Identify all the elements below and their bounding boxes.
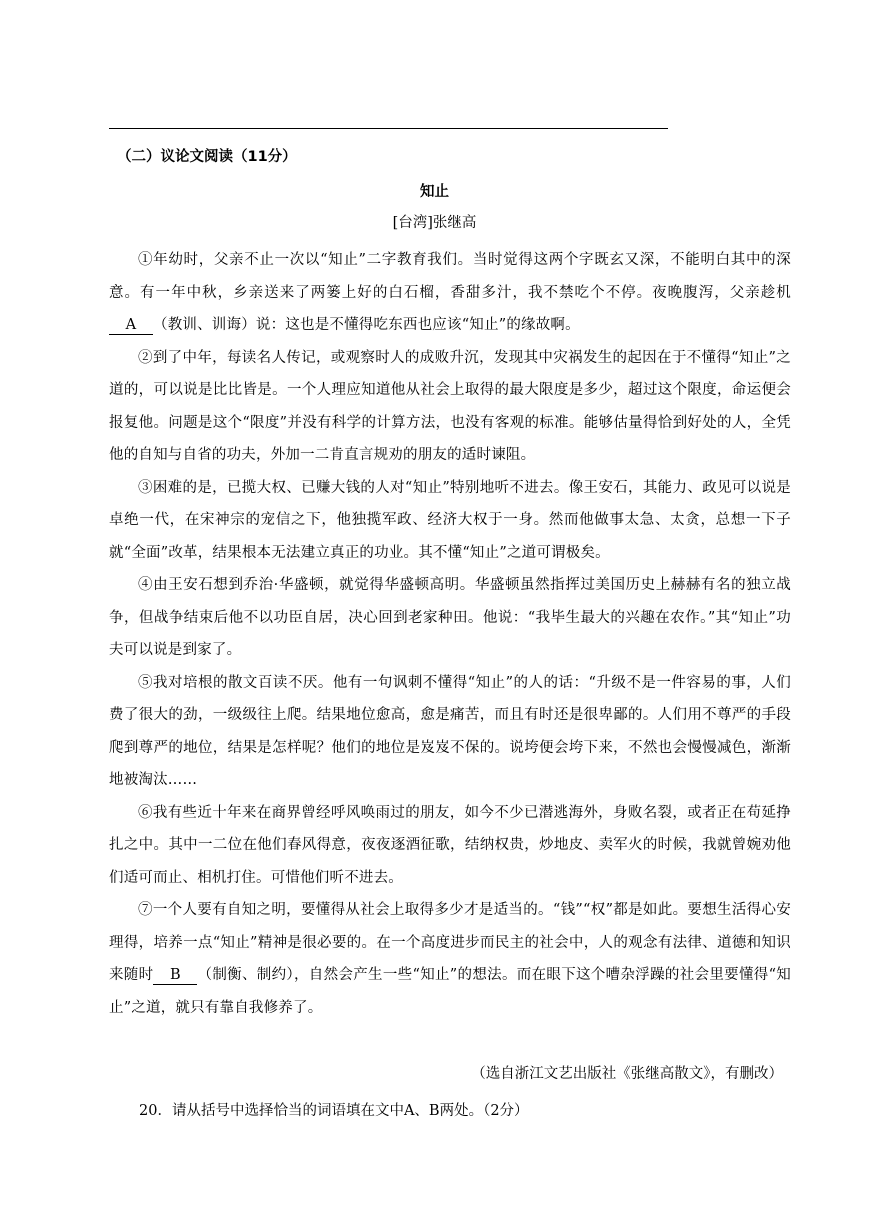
- paragraph-7-text-before: ⑦一个人要有自知之明，要懂得从社会上取得多少才是适当的。“钱”“权”都是如此。要想生活得心安理得，培养一点“知止”精神是很必要的。在一个高度进步而民主的社会中，人的观念有法律、道德和知识来随时: [109, 902, 791, 983]
- paragraph-1-text-before: ①年幼时，父亲不止一次以“知止”二字教育我们。当时觉得这两个字既玄又深，不能明白其中的深意。有一年中秋，乡亲送来了两篓上好的白石榴，香甜多汁，我不禁吃个不停。夜晚腹泻，父亲趁机: [109, 252, 791, 301]
- paragraph-3: ③困难的是，已揽大权、已赚大钱的人对“知止”特别地听不进去。像王安石，其能力、政见可以说是卓绝一代，在宋神宗的宠信之下，他独揽军政、经济大权于一身。然而他做事太急、太贪，总想一下子就“全面”改革，结果根本无法建立真正的功业。其不懂“知止”之道可谓极矣。: [109, 479, 791, 561]
- blank-b: B: [153, 966, 197, 985]
- paragraph-6: ⑥我有些近十年来在商界曾经呼风唤雨过的朋友，如今不少已潜逃海外，身败名裂，或者正在苟延挣扎之中。其中一二位在他们春风得意，夜夜逐酒征歌，结纳权贵，炒地皮、卖军火的时候，我就曾婉劝他们适可而止、相机打住。可惜他们听不进去。: [109, 804, 791, 886]
- article-author: [台湾]张继高: [392, 215, 477, 231]
- paragraph-1: [109, 244, 791, 342]
- question-20: 20．请从括号中选择恰当的词语填在文中A、B两处。（2分）: [139, 1103, 529, 1119]
- paragraph-7-text-after: （制衡、制约），自然会产生一些“知止”的想法。而在眼下这个嘈杂浮躁的社会里要懂得“知止”之道，就只有靠自我修养了。: [109, 967, 791, 1016]
- blank-a: A: [109, 316, 153, 335]
- article-body: [109, 244, 791, 1024]
- article-title: 知止: [420, 184, 449, 200]
- paragraph-2: ②到了中年，每读名人传记，或观察时人的成败升沉，发现其中灾祸发生的起因在于不懂得“知止”之道的，可以说是比比皆是。一个人理应知道他从社会上取得的最大限度是多少，超过这个限度，命运便会报复他。问题是这个“限度”并没有科学的计算方法，也没有客观的标准。能够估量得恰到好处的人，全凭他的自知与自省的功夫，外加一二肯直言规劝的朋友的适时谏阻。: [109, 349, 791, 463]
- paragraph-1-text-after: （教训、训诲）说：这也是不懂得吃东西也应该“知止”的缘故啊。: [153, 317, 580, 333]
- section-heading: （二）议论文阅读（11分）: [117, 149, 297, 165]
- paragraph-5: ⑤我对培根的散文百读不厌。他有一句讽刺不懂得“知止”的人的话：“升级不是一件容易的事，人们费了很大的劲，一级级往上爬。结果地位愈高，愈是痛苦，而且有时还是很卑鄙的。人们用不尊严的手段爬到尊严的地位，结果是怎样呢？他们的地位是岌岌不保的。说垮便会垮下来，不然也会慢慢减色，渐渐地被淘汰……: [109, 674, 791, 788]
- source-note: （选自浙江文艺出版社《张继高散文》，有删改）: [471, 1066, 783, 1082]
- top-divider-line: [109, 128, 668, 129]
- paragraph-7: [109, 894, 791, 1024]
- paragraph-4: ④由王安石想到乔治·华盛顿，就觉得华盛顿高明。华盛顿虽然指挥过美国历史上赫赫有名的独立战争，但战争结束后他不以功臣自居，决心回到老家种田。他说：“我毕生最大的兴趣在农作。”其“知止”功夫可以说是到家了。: [109, 577, 791, 658]
